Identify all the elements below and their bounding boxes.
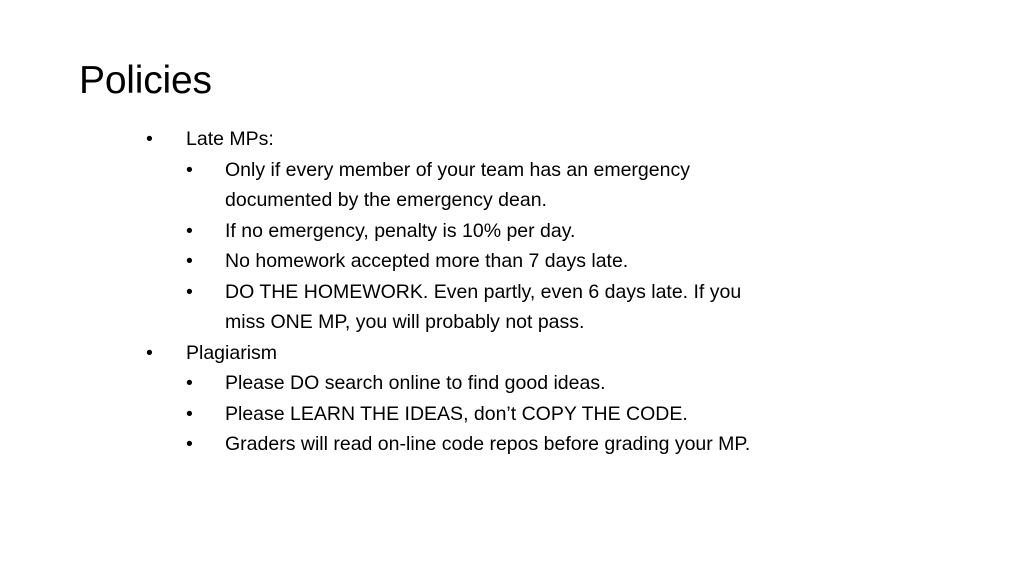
bullet-icon: •: [186, 372, 193, 394]
bullet-icon: •: [146, 128, 153, 150]
sub-bullet-no-late-homework: [0, 246, 1024, 277]
bullet-text: miss ONE MP, you will probably not pass.: [225, 311, 585, 333]
bullet-plagiarism: [0, 338, 1024, 369]
sub-bullet-do-homework: [0, 277, 1024, 308]
sub-bullet-penalty: [0, 216, 1024, 247]
bullet-text: No homework accepted more than 7 days late.: [225, 250, 629, 272]
sub-bullet-emergency: [0, 155, 1024, 186]
bullet-icon: •: [186, 280, 193, 303]
bullet-list: [0, 124, 1024, 460]
sub-bullet-do-homework-continued: [0, 307, 1024, 338]
bullet-text: Only if every member of your team has an emergency: [225, 158, 690, 181]
bullet-late-mps: [0, 124, 1024, 155]
bullet-text: Late MPs:: [186, 128, 274, 150]
bullet-icon: •: [186, 433, 193, 455]
bullet-text: Plagiarism: [186, 341, 278, 364]
sub-bullet-graders: [0, 429, 1024, 460]
sub-bullet-search-online: [0, 368, 1024, 399]
bullet-text: DO THE HOMEWORK. Even partly, even 6 days late. If you: [225, 280, 742, 303]
bullet-icon: •: [186, 402, 193, 425]
bullet-text: Please LEARN THE IDEAS, don’t COPY THE CODE.: [225, 402, 688, 425]
bullet-text: documented by the emergency dean.: [225, 189, 547, 211]
sub-bullet-learn-ideas: [0, 399, 1024, 430]
bullet-text: Graders will read on-line code repos before grading your MP.: [225, 433, 751, 455]
bullet-icon: •: [186, 219, 193, 242]
bullet-text: If no emergency, penalty is 10% per day.: [225, 219, 576, 242]
bullet-icon: •: [186, 158, 193, 181]
slide-title: Policies: [79, 59, 212, 102]
sub-bullet-emergency-continued: [0, 185, 1024, 216]
bullet-icon: •: [146, 341, 153, 364]
bullet-icon: •: [186, 250, 193, 272]
bullet-text: Please DO search online to find good ideas.: [225, 372, 606, 394]
